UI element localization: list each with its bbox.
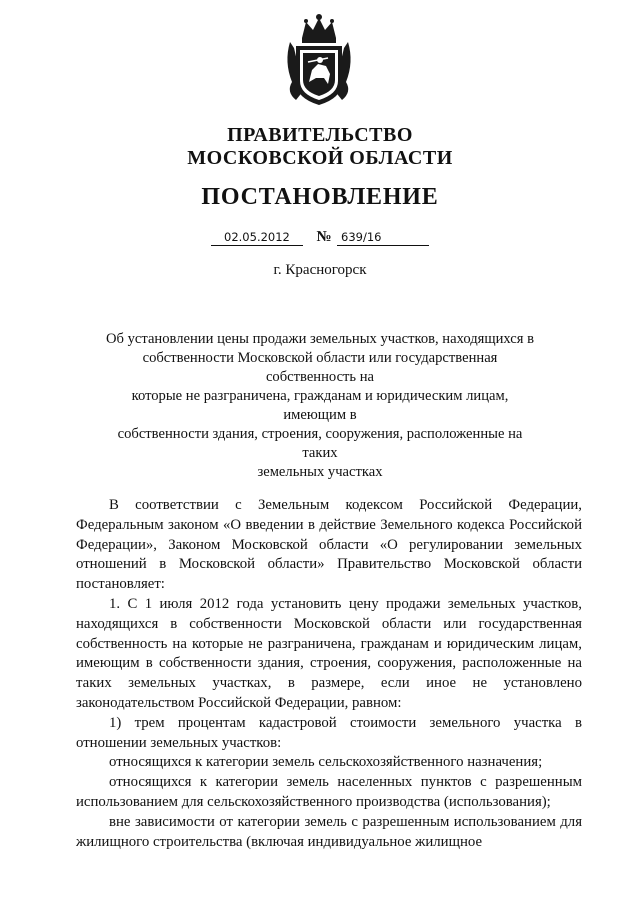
- document-date: 02.05.2012: [211, 230, 303, 246]
- city-line: г. Красногорск: [273, 262, 367, 278]
- document-body: [76, 496, 582, 852]
- subject-line: Об установлении цены продажи земельных участков, находящихся в: [106, 331, 534, 347]
- body-paragraph-clause-1: 1. С 1 июля 2012 года установить цену продажи земельных участков, находящихся в собственности Московской области или государственная собственность на которые не разграничена, гражданам и юридическим лицам, имеющим в собственности здания, строения, сооружения, расположенные на таких земельных участках, в размере, если иное не установлено законодательством Российской Федерации, равном:: [76, 595, 582, 711]
- body-paragraph-item: вне зависимости от категории земель с разрешенным использованием для жилищного строительства (включая индивидуальное жилищное: [76, 813, 582, 850]
- body-paragraph-subclause-1: 1) трем процентам кадастровой стоимости земельного участка в отношении земельных участков:: [76, 714, 582, 751]
- org-line-2: МОСКОВСКОЙ ОБЛАСТИ: [187, 147, 453, 169]
- subject-line: собственности здания, строения, сооружения, расположенные на таких: [117, 426, 523, 461]
- number-sign: №: [316, 229, 332, 245]
- body-paragraph-item: относящихся к категории земель населенных пунктов с разрешенным использованием для сельскохозяйственного производства (использования);: [76, 774, 582, 810]
- coat-of-arms: [282, 12, 356, 108]
- org-line-1: ПРАВИТЕЛЬСТВО: [227, 124, 413, 146]
- document-type-title: ПОСТАНОВЛЕНИЕ: [201, 184, 439, 210]
- document-number: 639/16: [337, 230, 429, 246]
- subject-block: [100, 330, 540, 482]
- date-number-line: [0, 229, 640, 246]
- body-paragraph-preamble: В соответствии с Земельным кодексом Российской Федерации, Федеральным законом «О введении в действие Земельного кодекса Российской Федерации», Законом Московской области «О регулировании земельных отношений в Московской области» Правительство Московской области постановляет:: [76, 497, 582, 593]
- subject-line: собственности Московской области или государственная собственность на: [142, 350, 498, 385]
- body-paragraph-item: относящихся к категории земель сельскохозяйственного назначения;: [109, 754, 543, 771]
- subject-line: которые не разграничена, гражданам и юридическим лицам, имеющим в: [131, 388, 509, 423]
- moscow-oblast-coat-of-arms-icon: [282, 12, 356, 108]
- government-name: [0, 124, 640, 170]
- subject-line: земельных участках: [257, 464, 383, 480]
